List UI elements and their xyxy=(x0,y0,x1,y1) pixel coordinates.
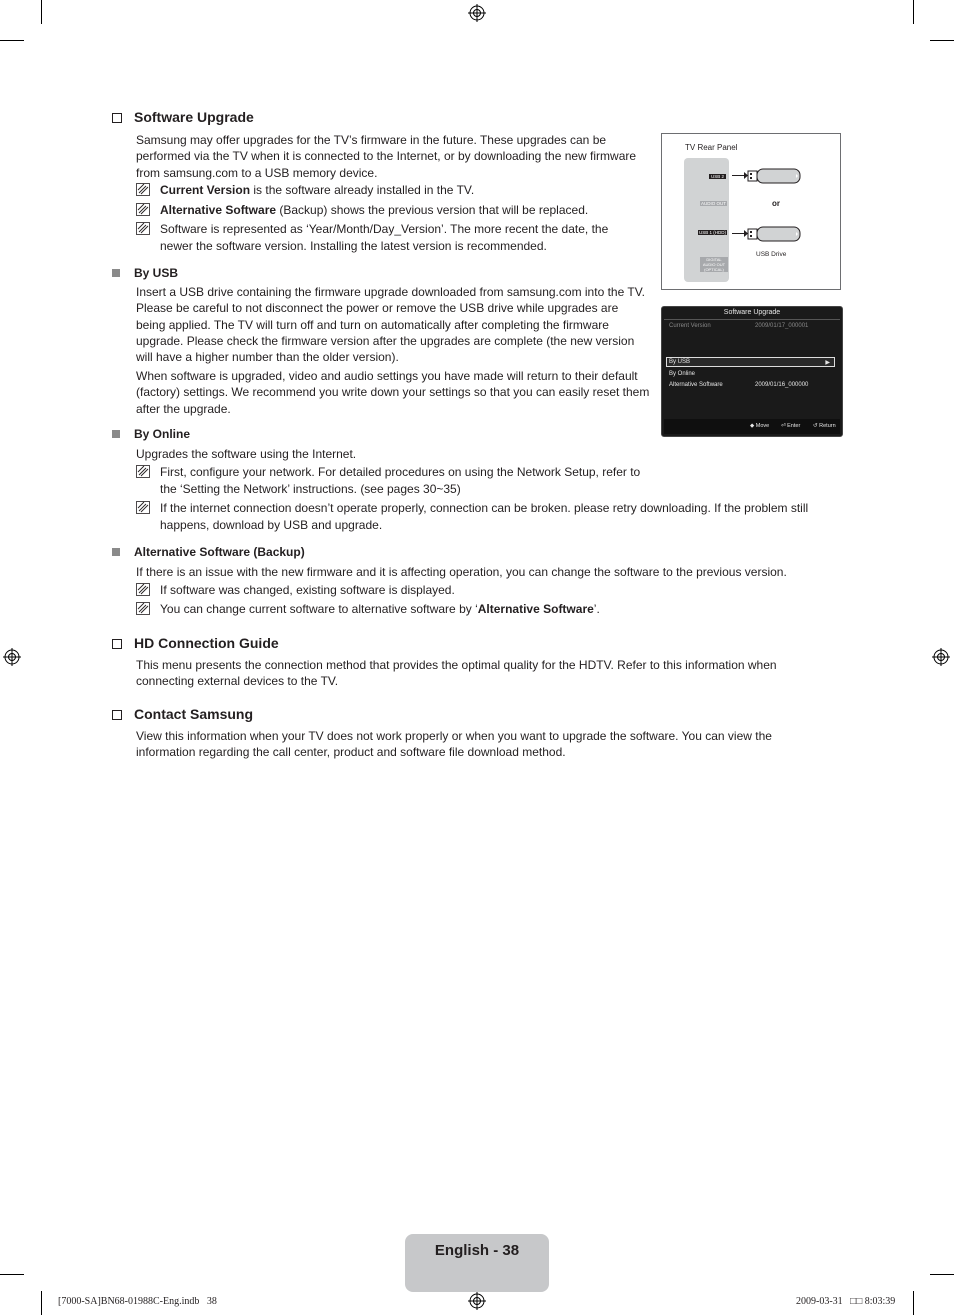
hint-label: Return xyxy=(819,423,836,429)
registration-mark-icon xyxy=(3,648,21,666)
file-slug: [7000-SA]BN68-01988C-Eng.indb 38 xyxy=(58,1296,217,1307)
move-icon: ◆ xyxy=(750,423,755,429)
page-number: English - 38 xyxy=(434,1242,520,1259)
enter-icon: ⏎ xyxy=(781,423,786,429)
crop-mark xyxy=(913,0,914,24)
crop-mark xyxy=(41,1291,42,1315)
section-title: Software Upgrade xyxy=(134,109,254,125)
crop-mark xyxy=(930,40,954,41)
note-icon xyxy=(136,222,150,235)
subsection-title: By Online xyxy=(134,427,191,441)
square-bullet-icon xyxy=(112,430,120,438)
diagram-title: TV Rear Panel xyxy=(685,143,738,152)
note-version-format xyxy=(136,221,616,254)
section-title: HD Connection Guide xyxy=(134,635,279,651)
port-usb1: USB 1 (HDD) xyxy=(699,230,727,235)
note-text: ’. xyxy=(593,602,600,616)
contact-text: View this information when your TV does not work properly or when you want to upgrade the software. You can view the information regarding the call center, product and software file download method. xyxy=(136,729,772,760)
note-icon xyxy=(136,203,150,216)
by-usb-paragraph-1: Insert a USB drive containing the firmware upgrade downloaded from samsung.com into the TV. Please be careful to not disconnect the power or remove the USB drive while upgrades are being applied. The TV will turn off and turn on automatically after completing the firmware upgrade. Please check the firmware version after the upgrades are complete (the new version will have a higher number than the older version). xyxy=(136,285,645,365)
arrow-right-icon: ▶ xyxy=(825,360,830,366)
alt-software-intro: If there is an issue with the new firmware and it is affecting operation, you can change the software to the previous version. xyxy=(136,565,787,579)
registration-mark-icon xyxy=(468,4,486,22)
subsection-heading-by-online xyxy=(112,427,190,441)
note-bold: Alternative Software xyxy=(160,203,277,217)
port-digital-audio: DIGITAL AUDIO OUT (OPTICAL) xyxy=(700,257,728,272)
note-connection-broken xyxy=(136,500,826,533)
crop-mark xyxy=(930,1274,954,1275)
section-title: Contact Samsung xyxy=(134,706,254,722)
subsection-title: By USB xyxy=(134,266,179,280)
registration-mark-icon xyxy=(468,1292,486,1310)
crop-mark xyxy=(913,1291,914,1315)
note-text: Software is represented as ‘Year/Month/Day_Version’. The more recent the date, the newer the software version. Installing the latest version is recommended. xyxy=(160,222,609,253)
note-text: First, configure your network. For detailed procedures on using the Network Setup, refer to the ‘Setting the Network’ instructions. (see pages 30~35) xyxy=(160,465,641,496)
subsection-heading-by-usb xyxy=(112,266,178,280)
crop-mark xyxy=(0,40,24,41)
note-configure-network xyxy=(136,464,656,497)
note-bold: Current Version xyxy=(160,183,251,197)
usb-drive-bottom-icon xyxy=(732,226,804,242)
by-usb-paragraph-2: When software is upgraded, video and audio settings you have made will return to their default (factory) settings. We recommend you write down your settings so that you can easily reset them after the upgrade. xyxy=(136,369,650,416)
note-icon xyxy=(136,583,150,596)
note-text: (Backup) shows the previous version that will be replaced. xyxy=(276,203,589,217)
subsection-title: Alternative Software (Backup) xyxy=(134,545,305,559)
subsection-heading-alternative-software xyxy=(112,545,305,559)
usb-drive-label: USB Drive xyxy=(756,251,787,258)
osd-hint-move xyxy=(750,423,769,429)
osd-alt-value: 2009/01/16_000000 xyxy=(755,382,809,388)
note-icon xyxy=(136,465,150,478)
checkbox-bullet-icon xyxy=(112,710,122,720)
hd-guide-text: This menu presents the connection method that provides the optimal quality for the HDTV. Refer to this information when connecting external devices to the TV. xyxy=(136,658,777,689)
hint-label: Enter xyxy=(787,423,801,429)
tv-rear-panel-diagram xyxy=(661,133,841,290)
port-audio-out: AUDIO OUT xyxy=(701,201,727,206)
date-slug: 2009-03-31 □□ 8:03:39 xyxy=(796,1296,896,1307)
note-current-version xyxy=(136,182,651,199)
checkbox-bullet-icon xyxy=(112,113,122,123)
note-text: You can change current software to alternative software by ‘ xyxy=(160,602,478,616)
by-online-intro: Upgrades the software using the Internet. xyxy=(136,447,357,461)
note-icon xyxy=(136,501,150,514)
note-alternative-software xyxy=(136,202,651,219)
usb-drive-top-icon xyxy=(732,168,804,184)
osd-current-label: Current Version xyxy=(669,323,711,329)
osd-item-by-usb[interactable] xyxy=(666,357,835,367)
crop-mark xyxy=(41,0,42,24)
crop-mark xyxy=(0,1274,24,1275)
osd-item-label: By USB xyxy=(669,359,691,365)
osd-item-alternative-software[interactable]: Alternative Software xyxy=(669,382,723,388)
port-usb2: USB 2 xyxy=(711,174,725,179)
note-icon xyxy=(136,602,150,615)
note-text: If software was changed, existing software is displayed. xyxy=(160,583,455,597)
osd-title: Software Upgrade xyxy=(723,309,781,316)
checkbox-bullet-icon xyxy=(112,639,122,649)
square-bullet-icon xyxy=(112,269,120,277)
osd-divider xyxy=(664,319,840,320)
note-change-software xyxy=(136,601,826,618)
note-text: is the software already installed in the TV. xyxy=(250,183,475,197)
note-bold: Alternative Software xyxy=(477,602,594,616)
note-icon xyxy=(136,183,150,196)
note-software-changed xyxy=(136,582,826,599)
note-text: If the internet connection doesn’t operate properly, connection can be broken. please retry downloading. If the problem still happens, download by USB and upgrade. xyxy=(160,501,809,532)
or-label: or xyxy=(772,199,780,208)
section-heading-software-upgrade xyxy=(112,109,254,125)
software-upgrade-intro: Samsung may offer upgrades for the TV’s firmware in the future. These upgrades can be performed via the TV when it is connected to the Internet, or by downloading the new firmware from samsung.com to a USB memory device. xyxy=(136,133,637,180)
software-upgrade-osd xyxy=(661,306,843,437)
return-icon: ↺ xyxy=(813,423,818,429)
hint-label: Move xyxy=(755,423,770,429)
osd-hint-return xyxy=(813,423,836,429)
osd-hint-enter xyxy=(781,423,800,429)
registration-mark-icon xyxy=(932,648,950,666)
square-bullet-icon xyxy=(112,548,120,556)
section-heading-contact-samsung xyxy=(112,706,253,722)
section-heading-hd-connection-guide xyxy=(112,635,279,651)
osd-current-value: 2009/01/17_000001 xyxy=(755,323,809,329)
osd-item-by-online[interactable]: By Online xyxy=(669,371,696,377)
